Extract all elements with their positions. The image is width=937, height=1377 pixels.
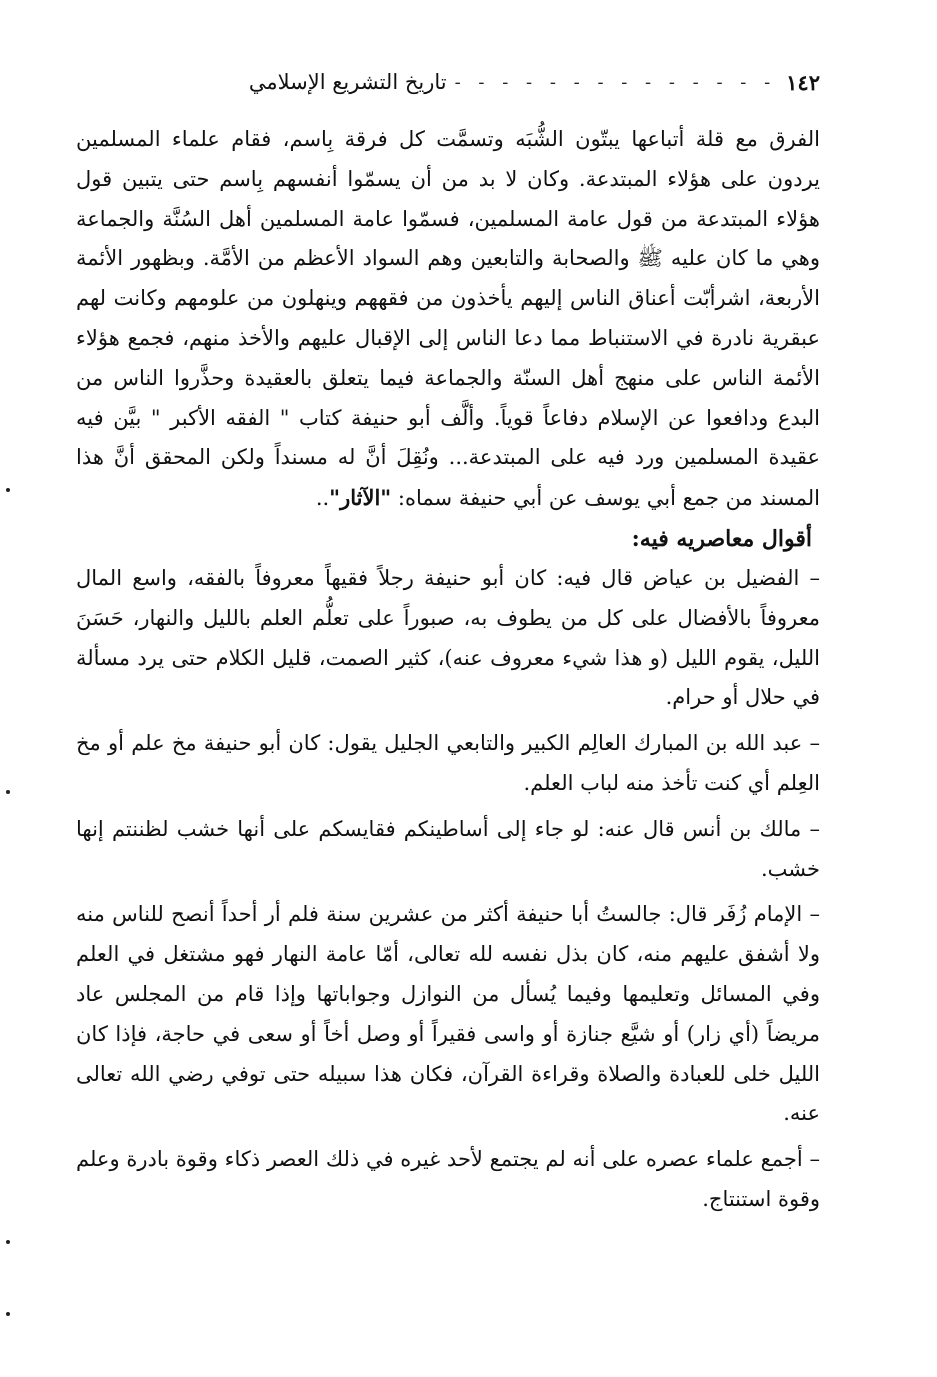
page-number: ١٤٢: [786, 69, 820, 95]
quote-scholars-consensus: – أجمع علماء عصره على أنه لم يجتمع لأحد غيره في ذلك العصر ذكاء وقوة بادرة وعلم وقوة استنتاج.: [76, 1147, 820, 1211]
intro-text: الفرق مع قلة أتباعها يبتّون الشُّبَه وتسمَّت كل فرقة بِاسم، فقام علماء المسلمين يردون على هؤلاء المبتدعة. وكان لا بد من أن يسمّوا أنفسهم بِاسم حتى يتبين قول هؤلاء المبتدعة من قول عامة المسلمين، فسمّوا عامة المسلمين أهل السُنَّة والجماعة وهي ما كان عليه ﷺ والصحابة والتابعين وهم السواد الأعظم من الأمَّة. وبظهور الأئمة الأربعة، اشرأبّت أعناق الناس إليهم يأخذون من فقههم وينهلون من علومهم وكانت لهم عبقرية نادرة في الاستنباط مما دعا الناس إلى الإقبال عليهم والأخذ منهم، فجمع هؤلاء الأئمة الناس على منهج أهل السنّة والجماعة فيما يتعلق بالعقيدة وحذَّروا الناس من البدع ودافعوا عن الإسلام دفاعاً قوياً. وألَّف أبو حنيفة كتاب " الفقه الأكبر " بيَّن فيه عقيدة المسلمين ورد فيه على المبتدعة... ونُقِلَ أنَّ له مسنداً ولكن المحقق أنَّ هذا المسند من جمع أبي يوسف عن أبي حنيفة سماه:: [76, 127, 820, 511]
book-name-athar: "الآثار": [329, 485, 392, 511]
scan-margin-mark: [6, 488, 10, 492]
quote-ibn-mubarak: – عبد الله بن المبارك العالِم الكبير والتابعي الجليل يقول: كان أبو حنيفة مخ علم أو مخ العِلم أي كنت تأخذ منه لباب العلم.: [76, 731, 820, 795]
quote-malik: – مالك بن أنس قال عنه: لو جاء إلى أساطينكم فقايسكم على أنها خشب لظننتم إنها خشب.: [76, 816, 820, 881]
scan-margin-mark: [6, 1240, 10, 1244]
quote-zufar: – الإمام زُفَر قال: جالستُ أبا حنيفة أكثر من عشرين سنة فلم أر أحداً أنصح للناس منه ولا أشفق عليهم منه، كان بذل نفسه لله تعالى، أمّا عامة النهار فهو مشتغل في العلم وفي المسائل وتعليمها وفيما يُسأل من النوازل وجواباتها وإذا قام من المجلس عاد مريضاً (أي زار) أو شيَّع جنازة أو واسى فقيراً أو وصل أخاً أو سعى في حاجة، فإذا كان الليل خلى للعبادة والصلاة وقراءة القرآن، فكان هذا سبيله حتى توفي رضي الله تعالى عنه.: [76, 902, 820, 1126]
header-dot-leader: - - - - - - - - - - - - - -: [454, 71, 777, 93]
body-text: [76, 120, 820, 1220]
book-page: [76, 60, 820, 1220]
running-header: [76, 60, 820, 104]
intro-paragraph: [76, 120, 820, 519]
intro-end: ..: [315, 486, 330, 511]
scan-margin-mark: [6, 1312, 10, 1316]
quote-fudayl: – الفضيل بن عياض قال فيه: كان أبو حنيفة رجلاً فقيهاً معروفاً بالفقه، واسع المال معروفاً بالأفضال على كل من يطوف به، صبوراً على تعلُّم العلم بالليل والنهار، حَسَنَ الليل، يقوم الليل (و هذا شيء معروف عنه)، كثير الصمت، قليل الكلام حتى يرد مسألة في حلال أو حرام.: [76, 565, 820, 710]
book-title: تاريخ التشريع الإسلامي: [248, 70, 447, 94]
scan-margin-mark: [6, 790, 10, 794]
section-subheading: أقوال معاصريه فيه:: [631, 525, 812, 552]
